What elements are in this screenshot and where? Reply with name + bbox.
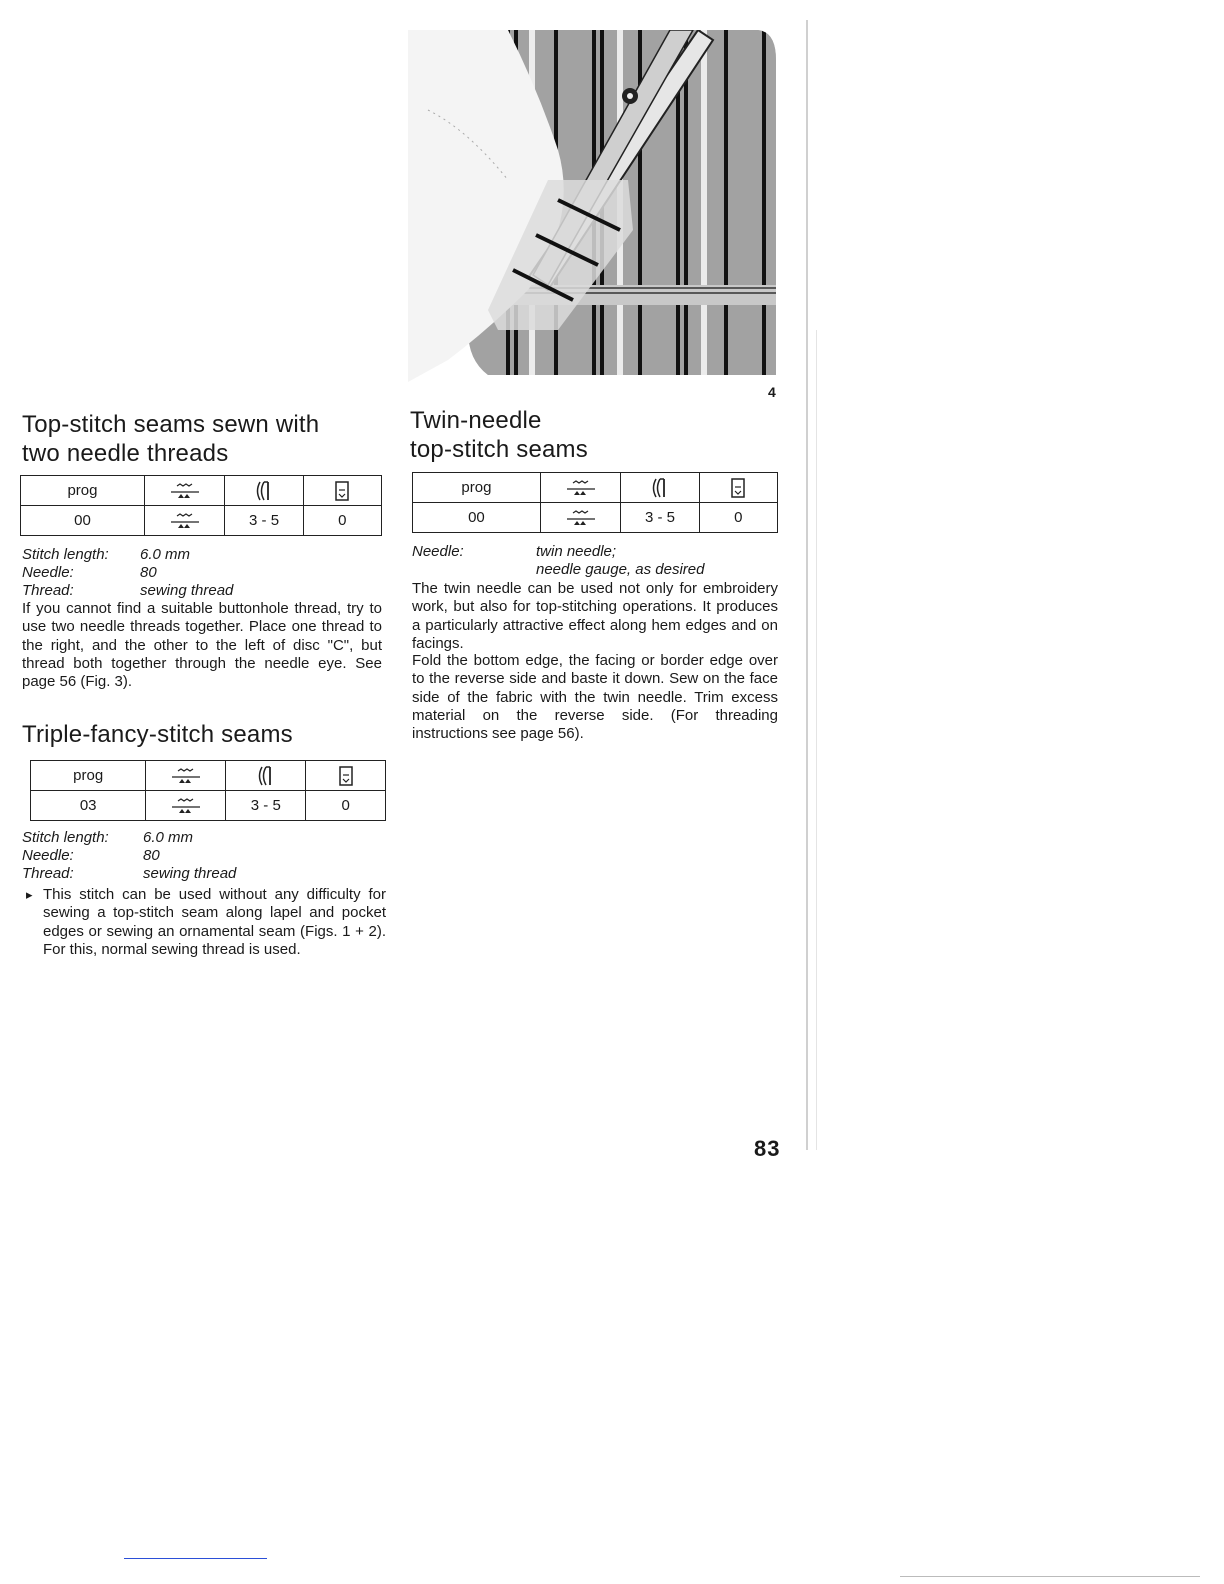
presser-foot-header: [303, 476, 381, 506]
stitch-width-value: 3 - 5: [225, 506, 303, 536]
prog-value: 03: [31, 791, 146, 821]
page-number: 83: [754, 1136, 781, 1161]
stitch-width-icon: [650, 476, 670, 500]
figure-number: 4: [768, 384, 776, 400]
stitch-pattern-icon: [565, 509, 597, 527]
presser-foot-value: 0: [306, 791, 386, 821]
stitch-width-value: 3 - 5: [621, 503, 699, 533]
spec-label: Stitch length:: [22, 829, 109, 846]
stitch-width-icon: [256, 764, 276, 788]
prog-header: prog: [21, 476, 145, 506]
stitch-width-value: 3 - 5: [226, 791, 306, 821]
spec-label: Needle:: [22, 564, 74, 581]
presser-foot-header: [306, 761, 386, 791]
stitch-pattern-value: [144, 506, 224, 536]
link-underline: [124, 1558, 267, 1559]
spec-list-1: [22, 546, 382, 602]
presser-foot-header: [699, 473, 777, 503]
presser-foot-icon: [338, 765, 354, 787]
scan-edge-line: [806, 20, 808, 1150]
table-value-row: [31, 791, 386, 821]
table-header-row: [413, 473, 778, 503]
stitch-pattern-value: [540, 503, 620, 533]
prog-value: 00: [21, 506, 145, 536]
presser-foot-icon: [730, 477, 746, 499]
prog-header: prog: [413, 473, 541, 503]
prog-header: prog: [31, 761, 146, 791]
needle-spec: [412, 543, 778, 581]
heading-line-2: two needle threads: [22, 440, 229, 467]
stitch-pattern-icon: [170, 767, 202, 785]
presser-foot-value: 0: [303, 506, 381, 536]
settings-table-1: [20, 475, 382, 536]
section-heading-triple-fancy: Triple-fancy-stitch seams: [22, 721, 293, 748]
spec-value: 6.0 mm: [143, 829, 194, 846]
stitch-width-icon: [254, 479, 274, 503]
paragraph-two-threads: If you cannot find a suitable buttonhole thread, try to use two needle threads together. Place one thread to the right, and the other to the left of disc "C", but thread both together through the needle eye. See page 56 (Fig. 3).: [22, 600, 382, 691]
spec-value: 80: [140, 564, 157, 581]
heading-line-1: Twin-needle: [410, 407, 542, 434]
settings-table-3: [412, 472, 778, 533]
spec-label: Stitch length:: [22, 546, 109, 563]
stitch-width-header: [226, 761, 306, 791]
table-value-row: [413, 503, 778, 533]
spec-value: needle gauge, as desired: [536, 561, 705, 578]
stitch-pattern-icon: [169, 482, 201, 500]
section-heading-twin-needle: [410, 406, 588, 464]
table-header-row: [21, 476, 382, 506]
presser-foot-icon: [334, 480, 350, 502]
stitch-pattern-icon: [170, 797, 202, 815]
stitch-pattern-header: [540, 473, 620, 503]
scan-edge-line: [900, 1576, 1200, 1577]
paragraph-twin-needle-2: Fold the bottom edge, the facing or border edge over to the reverse side and baste it down. Sew on the face side of the fabric with the twin needle. Trim excess material on the reverse side. (For threading instructions see page 56).: [412, 652, 778, 743]
paragraph-triple-fancy: This stitch can be used without any difficulty for sewing a top-stitch seam along lapel and pocket edges or sewing an ornamental seam (Figs. 1 + 2). For this, normal sewing thread is used.: [43, 886, 386, 958]
heading-line-2: top-stitch seams: [410, 436, 588, 463]
presser-foot-value: 0: [699, 503, 777, 533]
figure-4-photo: [408, 30, 780, 382]
scan-edge-line: [816, 330, 817, 1150]
spec-label: Needle:: [412, 543, 464, 560]
stitch-width-header: [621, 473, 699, 503]
paragraph-twin-needle-1: The twin needle can be used not only for embroidery work, but also for top-stitching operations. It produces a particularly attractive effect along hem edges and on facings.: [412, 580, 778, 652]
prog-value: 00: [413, 503, 541, 533]
stitch-pattern-value: [146, 791, 226, 821]
spec-value: twin needle;: [536, 543, 617, 560]
table-header-row: [31, 761, 386, 791]
stitch-pattern-icon: [565, 479, 597, 497]
spec-value: sewing thread: [140, 582, 234, 599]
stitch-pattern-icon: [169, 512, 201, 530]
spec-label: Thread:: [22, 865, 74, 882]
spec-value: 6.0 mm: [140, 546, 191, 563]
bullet-marker: ▸: [26, 887, 33, 902]
spec-value: 80: [143, 847, 160, 864]
spec-value: sewing thread: [143, 865, 237, 882]
heading-line-1: Top-stitch seams sewn with: [22, 411, 320, 438]
settings-table-2: [30, 760, 386, 821]
table-value-row: [21, 506, 382, 536]
spec-label: Needle:: [22, 847, 74, 864]
stitch-pattern-header: [144, 476, 224, 506]
spec-label: Thread:: [22, 582, 74, 599]
spec-list-2: [22, 829, 382, 885]
stitch-width-header: [225, 476, 303, 506]
stitch-pattern-header: [146, 761, 226, 791]
section-heading: [22, 410, 319, 468]
